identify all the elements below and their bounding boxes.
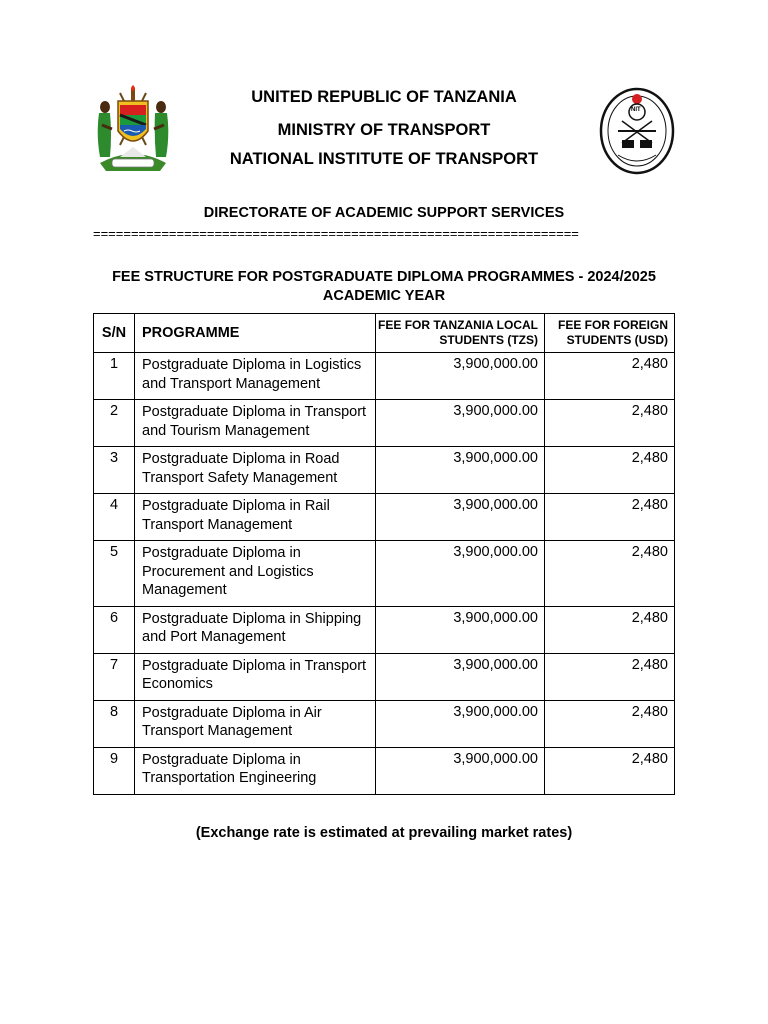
row-foreign-fee: 2,480 [545, 606, 675, 653]
row-local-fee: 3,900,000.00 [376, 541, 545, 607]
row-local-fee: 3,900,000.00 [376, 494, 545, 541]
row-sn: 4 [94, 494, 135, 541]
table-row [94, 653, 675, 700]
row-sn: 2 [94, 400, 135, 447]
row-local-fee: 3,900,000.00 [376, 700, 545, 747]
separator-line: ================================================================ [93, 226, 579, 241]
row-sn: 9 [94, 747, 135, 794]
nit-emblem-text: NIT [631, 107, 641, 113]
row-sn: 3 [94, 447, 135, 494]
exchange-rate-note: (Exchange rate is estimated at prevailing market rates) [195, 825, 573, 841]
table-row [94, 494, 675, 541]
row-programme: Postgraduate Diploma in Procurement and Logistics Management [135, 541, 376, 607]
row-foreign-fee: 2,480 [545, 747, 675, 794]
row-programme: Postgraduate Diploma in Transport Economics [135, 653, 376, 700]
row-local-fee: 3,900,000.00 [376, 747, 545, 794]
table-row [94, 447, 675, 494]
row-local-fee: 3,900,000.00 [376, 400, 545, 447]
table-row [94, 353, 675, 400]
table-row [94, 541, 675, 607]
institute-heading: NATIONAL INSTITUTE OF TRANSPORT [229, 150, 539, 168]
row-local-fee: 3,900,000.00 [376, 653, 545, 700]
row-programme: Postgraduate Diploma in Rail Transport Management [135, 494, 376, 541]
row-foreign-fee: 2,480 [545, 541, 675, 607]
row-programme: Postgraduate Diploma in Logistics and Transport Management [135, 353, 376, 400]
document-title: FEE STRUCTURE FOR POSTGRADUATE DIPLOMA PROGRAMMES - 2024/2025 ACADEMIC YEAR [112, 269, 656, 304]
row-foreign-fee: 2,480 [545, 494, 675, 541]
row-programme: Postgraduate Diploma in Transportation Engineering [135, 747, 376, 794]
row-local-fee: 3,900,000.00 [376, 606, 545, 653]
ministry-heading: MINISTRY OF TRANSPORT [277, 121, 491, 139]
row-foreign-fee: 2,480 [545, 353, 675, 400]
row-programme: Postgraduate Diploma in Shipping and Port Management [135, 606, 376, 653]
row-foreign-fee: 2,480 [545, 653, 675, 700]
row-programme: Postgraduate Diploma in Road Transport Safety Management [135, 447, 376, 494]
table-row [94, 700, 675, 747]
row-local-fee: 3,900,000.00 [376, 353, 545, 400]
row-foreign-fee: 2,480 [545, 447, 675, 494]
header-sn: S/N [94, 314, 135, 353]
row-sn: 8 [94, 700, 135, 747]
header-programme: PROGRAMME [135, 314, 376, 353]
table-row [94, 400, 675, 447]
row-foreign-fee: 2,480 [545, 400, 675, 447]
directorate-heading: DIRECTORATE OF ACADEMIC SUPPORT SERVICES [203, 205, 565, 221]
row-local-fee: 3,900,000.00 [376, 447, 545, 494]
row-sn: 7 [94, 653, 135, 700]
row-programme: Postgraduate Diploma in Air Transport Management [135, 700, 376, 747]
row-sn: 1 [94, 353, 135, 400]
row-sn: 5 [94, 541, 135, 607]
row-programme: Postgraduate Diploma in Transport and Tourism Management [135, 400, 376, 447]
fee-table [93, 313, 675, 795]
row-sn: 6 [94, 606, 135, 653]
header-local-fee: FEE FOR TANZANIA LOCAL STUDENTS (TZS) [376, 314, 545, 353]
table-row [94, 606, 675, 653]
country-heading: UNITED REPUBLIC OF TANZANIA [251, 88, 517, 106]
table-header-row [94, 314, 675, 353]
header-foreign-fee: FEE FOR FOREIGN STUDENTS (USD) [545, 314, 675, 353]
table-row [94, 747, 675, 794]
row-foreign-fee: 2,480 [545, 700, 675, 747]
